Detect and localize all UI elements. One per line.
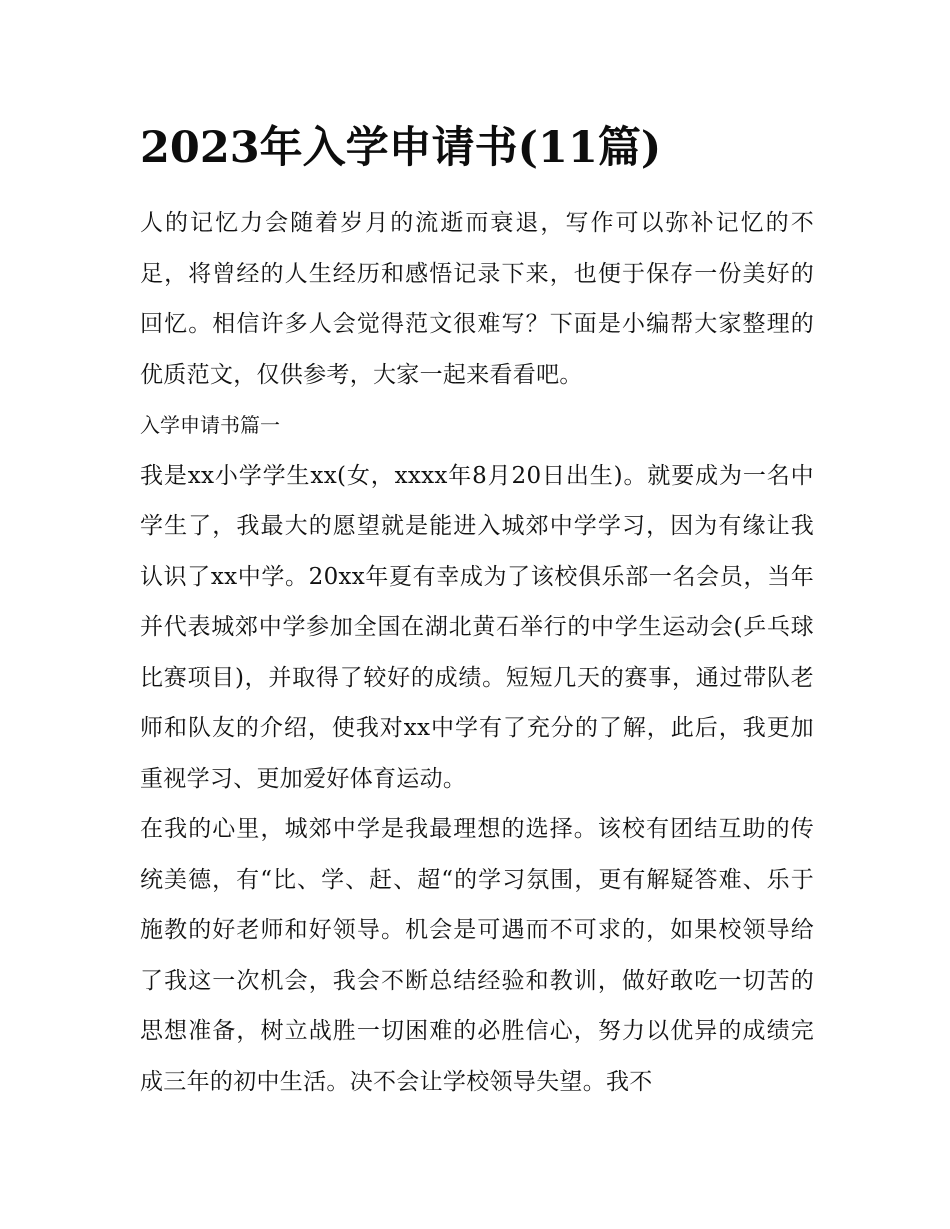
section-heading: 入学申请书篇一 xyxy=(140,413,280,437)
intro-paragraph: 人的记忆力会随着岁月的流逝而衰退，写作可以弥补记忆的不足，将曾经的人生经历和感悟记录下来，也便于保存一份美好的回忆。相信许多人会觉得范文很难写？下面是小编帮大家整理的优质范文，仅供参考，大家一起来看看吧。 xyxy=(140,210,814,388)
body-paragraph-1: 我是xx小学学生xx(女，xxxx年8月20日出生)。就要成为一名中学生了，我最大的愿望就是能进入城郊中学学习，因为有缘让我认识了xx中学。20xx年夏有幸成为了该校俱乐部一名会员，当年并代表城郊中学参加全国在湖北黄石举行的中学生运动会(乒乓球比赛项目)，并取得了较好的成绩。短短几天的赛事，通过带队老师和队友的介绍，使我对xx中学有了充分的了解，此后，我更加重视学习、更加爱好体育运动。 xyxy=(140,462,814,792)
document-body xyxy=(140,198,814,1107)
body-paragraph-2: 在我的心里，城郊中学是我最理想的选择。该校有团结互助的传统美德，有“比、学、赶、超“的学习氛围，更有解疑答难、乐于施教的好老师和好领导。机会是可遇而不可求的，如果校领导给了我这一次机会，我会不断总结经验和教训，做好敢吃一切苦的思想准备，树立战胜一切困难的必胜信心，努力以优异的成绩完成三年的初中生活。决不会让学校领导失望。我不 xyxy=(140,816,814,1095)
document-title: 2023年入学申请书(11篇) xyxy=(140,123,662,173)
